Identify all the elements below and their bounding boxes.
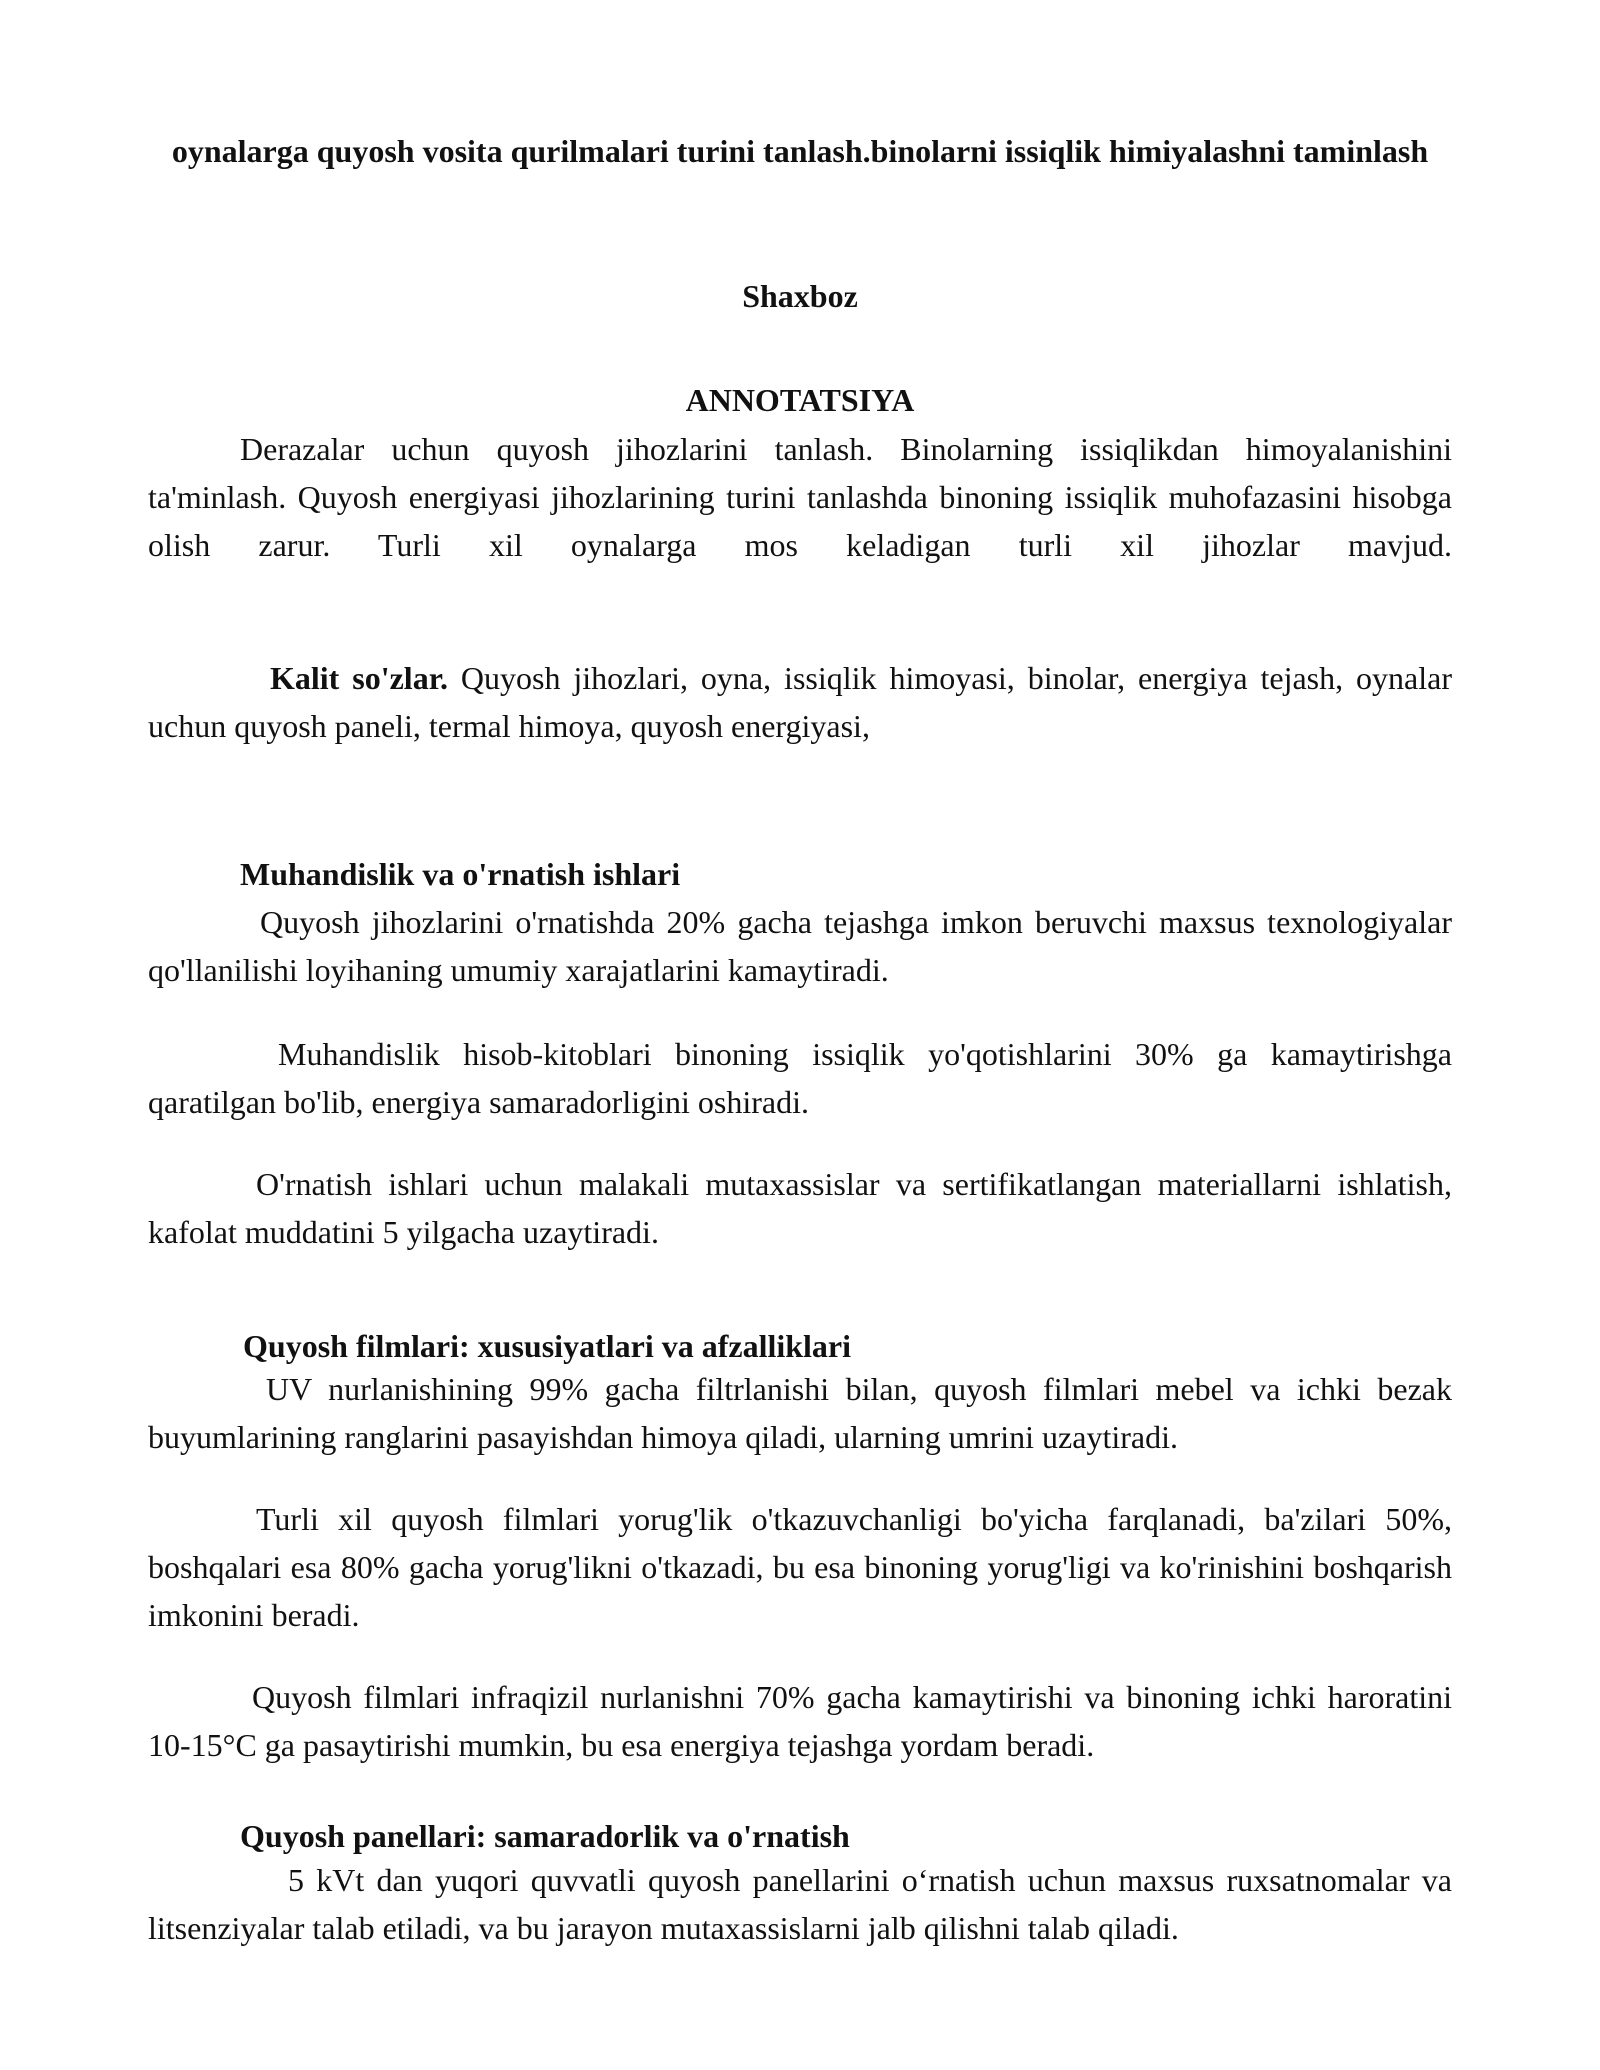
section-paragraph: Quyosh jihozlarini o'rnatishda 20% gacha tejashga imkon beruvchi maxsus texnologiyalar qo'llanilishi loyihaning umumiy xarajatlarini kamaytiradi. — [148, 904, 1452, 988]
annotation-text: Derazalar uchun quyosh jihozlarini tanlash. Binolarning issiqlikdan himoyalanishini ta'minlash. Quyosh energiyasi jihozlarining turini tanlashda binoning issiqlik muhofazasini hisobga olish zarur. Turli xil oynalarga mos keladigan turli xil jihozlar mavjud. — [148, 431, 1452, 563]
annotation-heading: ANNOTATSIYA — [685, 382, 915, 418]
section-paragraph: Muhandislik hisob-kitoblari binoning issiqlik yo'qotishlarini 30% ga kamaytirishga qaratilgan bo'lib, energiya samaradorligini oshiradi. — [148, 1036, 1452, 1120]
keywords-paragraph — [148, 654, 1452, 750]
document-title: oynalarga quyosh vosita qurilmalari turini tanlash.binolarni issiqlik himiyalashni taminlash — [171, 133, 1429, 169]
section-paragraph: Turli xil quyosh filmlari yorug'lik o'tkazuvchanligi bo'yicha farqlanadi, ba'zilari 50%, boshqalari esa 80% gacha yorug'likni o'tkazadi, bu esa binoning yorug'ligi va ko'rinishini boshqarish imkonini beradi. — [148, 1501, 1452, 1633]
section-paragraph: Quyosh filmlari infraqizil nurlanishni 70% gacha kamaytirishi va binoning ichki haroratini 10-15°C ga pasaytirishi mumkin, bu esa energiya tejashga yordam beradi. — [148, 1679, 1452, 1763]
keywords-label: Kalit so'zlar. — [270, 660, 448, 696]
section-heading: Muhandislik va o'rnatish ishlari — [240, 856, 681, 892]
section-paragraph: 5 kVt dan yuqori quvvatli quyosh panellarini o‘rnatish uchun maxsus ruxsatnomalar va litsenziyalar talab etiladi, va bu jarayon mutaxassislarni jalb qilishni talab qiladi. — [148, 1862, 1452, 1946]
author-name: Shaxboz — [742, 278, 858, 314]
keywords-text: Quyosh jihozlari, oyna, issiqlik himoyasi, binolar, energiya tejash, oynalar uchun quyosh paneli, termal himoya, quyosh energiyasi, — [148, 660, 1453, 744]
section-paragraph: O'rnatish ishlari uchun malakali mutaxassislar va sertifikatlangan materiallarni ishlatish, kafolat muddatini 5 yilgacha uzaytiradi. — [148, 1166, 1452, 1250]
section-heading: Quyosh filmlari: xususiyatlari va afzalliklari — [243, 1328, 852, 1364]
section-paragraph: UV nurlanishining 99% gacha filtrlanishi bilan, quyosh filmlari mebel va ichki bezak buyumlarining ranglarini pasayishdan himoya qiladi, ularning umrini uzaytiradi. — [148, 1371, 1452, 1455]
section-heading: Quyosh panellari: samaradorlik va o'rnatish — [240, 1818, 850, 1854]
